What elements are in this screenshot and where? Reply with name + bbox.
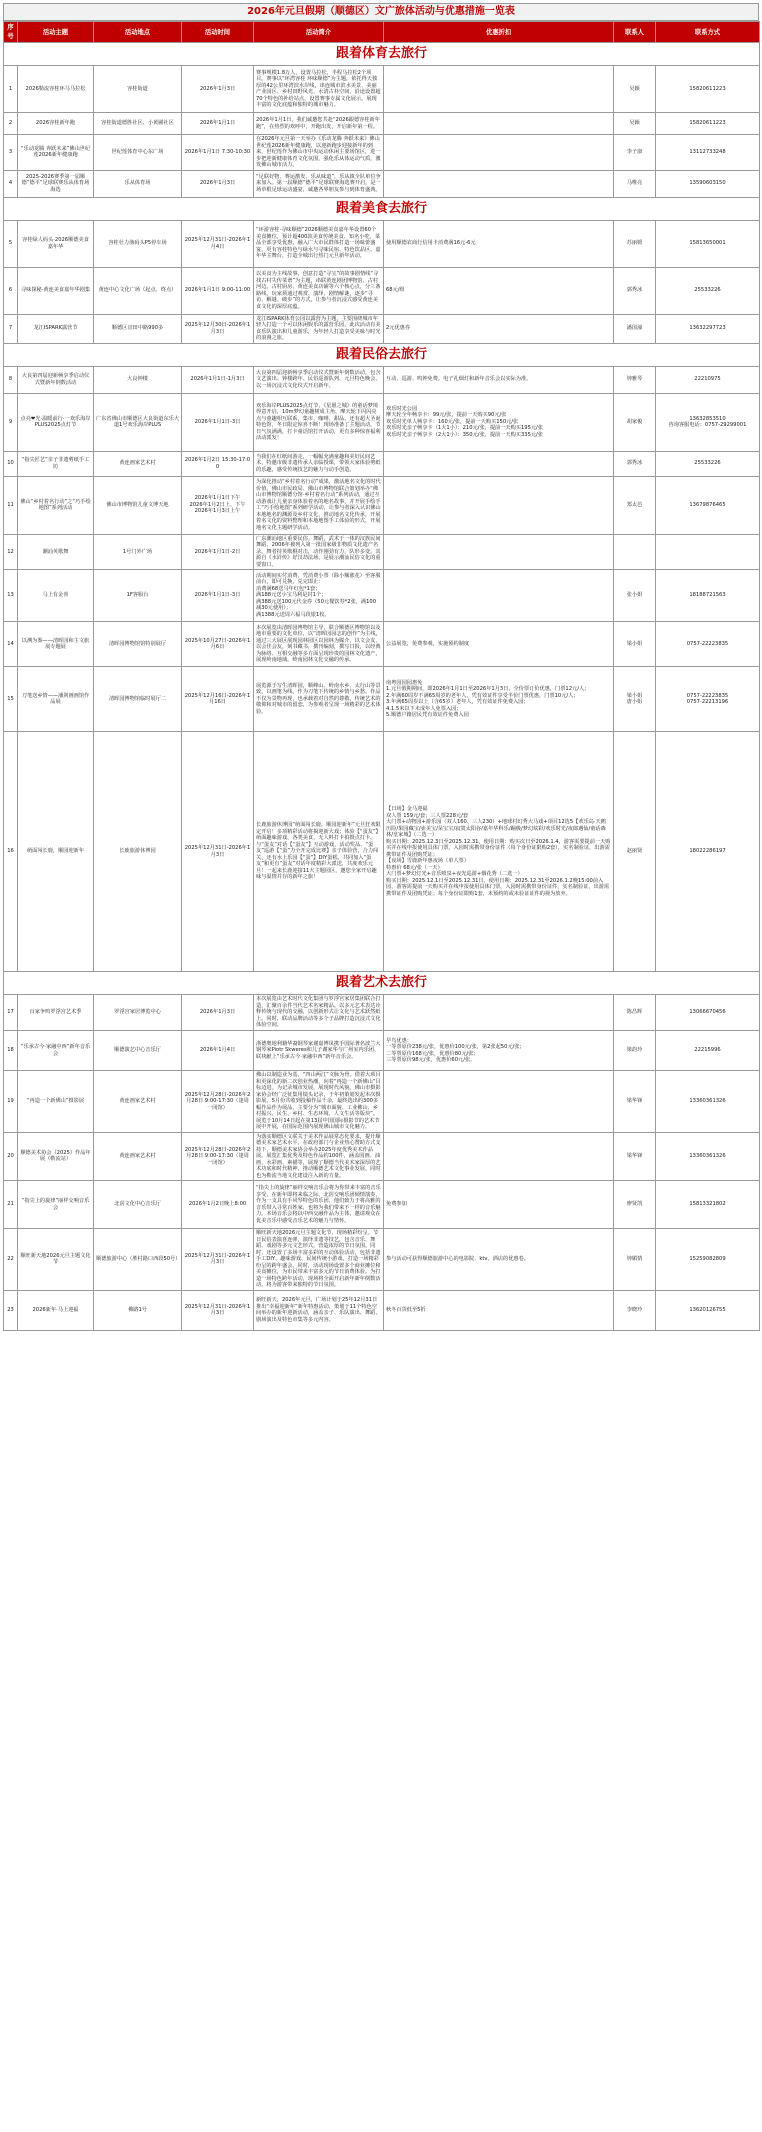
cell-theme: 容桂绿人码头·2026顺德美食嘉年华	[18, 220, 94, 267]
cell-time: 2025年12月28日-2026年2月28日 9:00-17:30（逢周一闭馆）	[182, 1071, 254, 1133]
cell-time: 2026年1月1日	[182, 113, 254, 135]
cell-theme: 马上有金喜	[18, 570, 94, 622]
table-body	[4, 43, 760, 1331]
cell-place: 清晖园博物馆临时展厅二	[94, 667, 182, 732]
section-header-row	[4, 197, 760, 220]
cell-theme: 百家争鸣罗浮宫艺术季	[18, 995, 94, 1031]
cell-contact: 赵丽贤	[614, 732, 656, 972]
table-row	[4, 534, 760, 570]
cell-place: 黄连画家艺术村	[94, 1132, 182, 1181]
header-discount: 优惠折扣	[384, 22, 614, 43]
cell-place: 顺德旅游中心（胜村路口西段50号）	[94, 1229, 182, 1291]
cell-contact: 胡家俊	[614, 393, 656, 451]
cell-discount	[384, 1132, 614, 1181]
cell-phone: 13632297723	[656, 314, 760, 343]
cell-theme: 点亮❤光·温暖前行·一欢乐海岸PLUS2025点灯节	[18, 393, 94, 451]
cell-contact: 陈昌辉	[614, 995, 656, 1031]
cell-phone: 18022286197	[656, 732, 760, 972]
cell-discount: 欢乐时光公园 摩天轮全年畅享卡：99元/张，提前一天购买90元/张 欢乐时光单人畅享卡：160元/张，提前一天购买150元/张 欢乐时光亲子畅享卡（1大1小）：210元/张，提前一天购买195元/张 欢乐时光亲子畅享卡（2大1小）：350元/张，提前一天购买335元/张	[384, 393, 614, 451]
activity-table	[3, 21, 760, 1331]
cell-time: 2026年1月1日 9:00-11:00	[182, 267, 254, 314]
table-row	[4, 1071, 760, 1133]
cell-discount	[384, 476, 614, 534]
table-row	[4, 220, 760, 267]
cell-theme: 佛山“乡村着名行动”之“巧手绘地图”系列活动	[18, 476, 94, 534]
cell-intro: “足联好物、赛运激发、乐从味道”，乐从镇全队单位争来加入。第一届顺德“德平”足球联赛海选赛开启，是一场草根足球运动盛宴，诚邀各界朋友参与到体育盛典。	[254, 170, 384, 197]
cell-no: 15	[4, 667, 18, 732]
cell-place: 1号门外广场	[94, 534, 182, 570]
cell-time: 2026年1月2日晚上8:00	[182, 1181, 254, 1229]
cell-intro: 欢乐海岸PLUS2025点灯节，《星愿之城》的童话梦境得意开启，10m梦幻童趣树成主角，摩天轮下闪闪亮点与童趣相互联系，集市、咖啡、甜品，还有超大圣诞特色馆，冬日限定惊喜不断！现场准备了主题活动，节日气氛满满，打卡童话馆打开活动，更有多种惊喜福利活动派发！	[254, 393, 384, 451]
cell-theme: 顺旺新天地2026元旦主题文化节	[18, 1229, 94, 1291]
table-row	[4, 1290, 760, 1330]
cell-phone: 25533226	[656, 451, 760, 476]
cell-theme: 2025-2026赛季第一届顺德“德平”足球联赛乐从体育场海选	[18, 170, 94, 197]
cell-place: 长鹿旅游休博园	[94, 732, 182, 972]
cell-no: 1	[4, 66, 18, 113]
cell-theme: 以溯为鉴——清晖园和主文旅展专题展	[18, 622, 94, 667]
cell-place: 顺德区宜田中路990多	[94, 314, 182, 343]
cell-intro: 在2026年元旦第一天举办《乐动龙腾 奔跃未来》佛山世纪莲2026新年健康跑，以迎新跑步迎接新年的到来，世纪莲作为佛山市中央运动休闲主要场馆区，进一步把迎新健康体育文化氛围，强化乐从体运动气质，激发佛山城市活力。	[254, 135, 384, 171]
cell-phone: 13360361326	[656, 1071, 760, 1133]
table-row	[4, 267, 760, 314]
cell-intro: 活动期间实付消费，凭消费小票（除小额涨花）至客服前台，即可兑换，兑完即止： 消费满68送马年红包*1套； 满188元送小宝马利是封1个； 满388元送100元代金券（50元餐饮券*2张，满100减30元使用）； 满1388元送周六福马段银1枚。	[254, 570, 384, 622]
cell-contact: 李晓玲	[614, 1290, 656, 1330]
cell-place: 广东省佛山市顺德区大良街道东乐大道1号欢乐海岸PLUS	[94, 393, 182, 451]
cell-theme: 大良第四届迎新畅享季启动仪式暨新年倒数活动	[18, 366, 94, 393]
cell-place: 黄连画家艺术村	[94, 1071, 182, 1133]
cell-time: 2025年12月31日-2026年1月3日	[182, 1229, 254, 1291]
cell-intro: 当我们在红纸间游走，一幅幅充满童趣和美好民间艺术，特邀市级非遗传承人亲临授课，带领大家体验剪纸的乐趣，感受传统技艺的魅力与动手创造。	[254, 451, 384, 476]
cell-no: 18	[4, 1031, 18, 1071]
cell-intro: 展览源于写生清晖园，顺峰山、岭南水乡、太行山等景致，以画笔为线，作为刀笔下传统的乡情与乡愁。作品不仅为景物再现，也承载着对自然的尊敬，传统艺术的敬仰和对城市的留恋，为参观者呈现一场精彩的艺术体验。	[254, 667, 384, 732]
cell-no: 14	[4, 622, 18, 667]
cell-discount: 秋冬百货低至5折	[384, 1290, 614, 1330]
table-row	[4, 1181, 760, 1229]
cell-intro: 广东潮汕地区重要民俗。舞蹈，武术于一体的汉族民间舞蹈，2006年被列入第一批国家级非物质文化遗产名录。舞者持英歌棍对击，动作刚劲有力，队形多变。其源自《水浒传》好汉劫法场，是展示潮汕民俗文化的重要窗口。	[254, 534, 384, 570]
cell-no: 8	[4, 366, 18, 393]
cell-time: 2025年12月31日-2026年1月4日	[182, 220, 254, 267]
cell-place: 容桂壮力渔码头P5停车场	[94, 220, 182, 267]
cell-time: 2026年1月3日	[182, 995, 254, 1031]
cell-place: 佛山市博物馆儿童文博天地	[94, 476, 182, 534]
header-place: 活动地点	[94, 22, 182, 43]
cell-discount	[384, 570, 614, 622]
header-no: 序号	[4, 22, 18, 43]
cell-no: 23	[4, 1290, 18, 1330]
section-title: 跟着美食去旅行	[4, 197, 760, 220]
table-row	[4, 1031, 760, 1071]
cell-time: 2025年12月28日-2026年2月28日 9:00-17:30（逢周一闭馆）	[182, 1132, 254, 1181]
cell-contact: 梁华锋	[614, 1132, 656, 1181]
cell-time: 2026年1月3日	[182, 66, 254, 113]
header-phone: 联系方式	[656, 22, 760, 43]
cell-phone: 13632853510 咨询客服电话：0757-29299001	[656, 393, 760, 451]
section-header-row	[4, 972, 760, 995]
cell-contact: 张小姐	[614, 570, 656, 622]
cell-contact: 马唯亮	[614, 170, 656, 197]
cell-theme: “指尖匠艺”亲子非遗剪纸手工坊	[18, 451, 94, 476]
cell-no: 5	[4, 220, 18, 267]
cell-no: 16	[4, 732, 18, 972]
cell-no: 9	[4, 393, 18, 451]
cell-discount	[384, 534, 614, 570]
cell-no: 22	[4, 1229, 18, 1291]
cell-contact: 苏丽媛	[614, 220, 656, 267]
table-row	[4, 1229, 760, 1291]
cell-discount: 早鸟优惠： 一等票原价238元/张，优惠价100元/张，第2张起50元/张； 二等票原价168元/张，优惠价80元/张； 三等票原价98元/张，优惠价60元/张。	[384, 1031, 614, 1071]
table-row	[4, 314, 760, 343]
cell-theme: “再造一个新佛山”摄影展	[18, 1071, 94, 1133]
cell-no: 3	[4, 135, 18, 171]
cell-theme: “乐动龙腾 奔跃未来”佛山世纪莲2026新年健康跑	[18, 135, 94, 171]
cell-contact: 郑太邑	[614, 476, 656, 534]
cell-no: 12	[4, 534, 18, 570]
cell-phone: 13112733248	[656, 135, 760, 171]
section-header-row	[4, 343, 760, 366]
cell-no: 17	[4, 995, 18, 1031]
cell-phone: 18188721563	[656, 570, 760, 622]
table-row	[4, 667, 760, 732]
cell-place: 乐从体育场	[94, 170, 182, 197]
cell-place: 顺德演艺中心音乐厅	[94, 1031, 182, 1071]
cell-intro: 赛事规模1.8万人，设置马拉松、半程马拉松2个项目。赛事以“环湾容桂 环味顺德”为主题，依托得天独厚的42公里环湾滨水岸线，串连城市滨水美景、美丽产业园区、乡村田野风光、水清古朴空间，沿途设置超70个特色的补给站点，设置赛事专属文化展示，展现丰富的文化底蕴和独特的城市魅力。	[254, 66, 384, 113]
cell-time: 2025年12月31日-2026年1月3日	[182, 732, 254, 972]
cell-theme: 龙江ISPARK露营节	[18, 314, 94, 343]
cell-no: 6	[4, 267, 18, 314]
cell-intro: 为深化推动“乡村着名行动”成果，激活地名文化的时代价值，佛山市民政局、佛山市博物馆联合策划举办“佛山市博物馆顺德分馆·乡村着名行动”系列活动，通过互动游戏让儿童亲身体验着名的地名故事，并开展手绘手工“巧手绘地图”系列研学活动，让参与者深入认识佛山本地地名的渊源及乡村文化，推动地名文化传承，开展着名文化的资料整理和本地地图手工体验的形式，开展地名文化主题研学活动。	[254, 476, 384, 534]
cell-time: 2026年1月1日-2日	[182, 534, 254, 570]
cell-place: 黄连画家艺术村	[94, 451, 182, 476]
header-intro: 活动简介	[254, 22, 384, 43]
cell-no: 13	[4, 570, 18, 622]
cell-time: 2026年1月1日下午 2026年1月2日上、下午 2026年1月3日上午	[182, 476, 254, 534]
cell-contact: 潘国濠	[614, 314, 656, 343]
cell-phone	[656, 534, 760, 570]
cell-contact: 钟媚情	[614, 1229, 656, 1291]
cell-phone: 13590603150	[656, 170, 760, 197]
table-row	[4, 570, 760, 622]
cell-intro: 为落实顺德区文联关于美术作品展常态化要求，提升顺德美术家艺术水平，在政府部门与企业热心赞助方式支持下，顺德美术家协会举办2025年度优秀美术作品展。展览汇集优秀及特色作品约100件，涵盖国画、油画、水彩画、素描等，展现了顺德当代美术家深厚的艺术功底和时代精神，推动顺德艺术文化事业发展。同时也为勒流当地文化建设注入新的力量。	[254, 1132, 384, 1181]
cell-discount: 互动、巡游、鸣钟免费。电子礼烟灯和新年音乐会以实际为准。	[384, 366, 614, 393]
cell-intro: 浙德奥地利籍华裔钢琴家谢嘉博凤携手国际著名波兰大钢琴家Piotr Skweres和儿子谢家华与广州室内乐团，联袂献上“乐承古今·家融中西”新年音乐会。	[254, 1031, 384, 1071]
cell-time: 2026年1月2日 15:30-17:00	[182, 451, 254, 476]
cell-intro: 大良第四届迎新畅享季启动仪式暨新年倒数活动，包含文艺演出、钟楼跨年、民俗巡游队列、元旦特色晚会、以一场沉浸式文化仪式开启新年。	[254, 366, 384, 393]
cell-contact: 郭秀冰	[614, 451, 656, 476]
table-row	[4, 622, 760, 667]
table-row	[4, 366, 760, 393]
cell-discount	[384, 170, 614, 197]
cell-contact: 廖贤凯	[614, 1181, 656, 1229]
cell-no: 7	[4, 314, 18, 343]
table-row	[4, 451, 760, 476]
cell-place: 容桂街道	[94, 66, 182, 113]
cell-place: 罗浮宫家居博览中心	[94, 995, 182, 1031]
cell-no: 10	[4, 451, 18, 476]
cell-intro: 本次展览由艺术时代文化集团与罗浮宫家居集团联合打造，汇聚百余件当代艺术名家精品。以多元艺术表达诠释传统与现代的交融，以创新形式让文化与艺术跃然纸上。同时，联动品牌活动等多个子品牌打造沉浸式文化体验空间。	[254, 995, 384, 1031]
cell-discount	[384, 66, 614, 113]
cell-intro: 佛山以制造业为基，“四山两江”文脉为骨。借着大项目和更深化的新二次创业热潮，向着“再造一个新佛山”目标迈进。为记录城市发展，展现时代风貌，佛山市摄影家协会经广泛征集用镜头记录，于年初策划发起本次摄影展，5月份共收到投稿作品千余，最终选出约300多幅作品作为展品，主要分为“城市面貌、工业佛山、乡村振兴、民生、乡村、生态环境、人文生活等版块”。展览于10月14日起在第13届中国国际摄影节的艺术节展中开展，在国际范围内展现佛山城市文化魅力。	[254, 1071, 384, 1133]
cell-phone: 25533226	[656, 267, 760, 314]
cell-time: 2026年1月3日	[182, 170, 254, 197]
cell-intro: 龙江ISPARK体育公园以露营为主题，主要围绕城市年轻人打造一个可以休闲娱乐的露营乐园，此次活动有美食乐队演出和儿童游乐，为年轻人打造享受美味与时光的浪漫之旅。	[254, 314, 384, 343]
cell-discount	[384, 451, 614, 476]
cell-theme: 顺德美术协会（2025）作品年展（勒流站）	[18, 1132, 94, 1181]
cell-discount: 参与活动可获得顺德旅游中心的电影院、ktv、酒店的优惠卷。	[384, 1229, 614, 1291]
cell-discount	[384, 113, 614, 135]
cell-theme: 萌面闯长鹿，顺园迎新年	[18, 732, 94, 972]
section-title: 跟着艺术去旅行	[4, 972, 760, 995]
cell-contact: 梁小姐 唐小姐	[614, 667, 656, 732]
cell-no: 20	[4, 1132, 18, 1181]
cell-phone: 13620126755	[656, 1290, 760, 1330]
cell-contact: 梁华锋	[614, 1071, 656, 1133]
section-title: 跟着民俗去旅行	[4, 343, 760, 366]
cell-contact: 李子康	[614, 135, 656, 171]
cell-phone: 15813321802	[656, 1181, 760, 1229]
cell-time: 2025年12月16日-2026年1月16日	[182, 667, 254, 732]
table-header-row	[4, 22, 760, 43]
cell-time: 2025年10月27日-2026年1月6日	[182, 622, 254, 667]
table-row	[4, 393, 760, 451]
cell-intro: 2026年1月1日，我们诚邀您共赴“2026跟德容桂新年跑”，在热烈的欢呼中，开跑出发，开启新年第一程。	[254, 113, 384, 135]
cell-phone: 0757-22223835	[656, 622, 760, 667]
cell-discount	[384, 1071, 614, 1133]
table-row	[4, 995, 760, 1031]
cell-place: 世纪莲体育中心东广场	[94, 135, 182, 171]
cell-place: 清晖园博物馆馆特别展厅	[94, 622, 182, 667]
header-contact: 联系人	[614, 22, 656, 43]
cell-no: 21	[4, 1181, 18, 1229]
cell-theme: 2026勒流容桂环马马拉松	[18, 66, 94, 113]
cell-place: 1F客服台	[94, 570, 182, 622]
page-title: 2026年元旦假期（顺德区）文广旅体活动与优惠措施一览表	[3, 3, 759, 21]
cell-phone: 13066670456	[656, 995, 760, 1031]
cell-no: 11	[4, 476, 18, 534]
cell-discount: 2元优惠券	[384, 314, 614, 343]
cell-phone: 0757-22223835 0757-22213196	[656, 667, 760, 732]
page	[3, 3, 759, 1331]
cell-discount: 【日场】金马迎福 双人票 159元/套；三人票228元/套 大门票+动物园+游乐园（双人160、三人230）+地球村幻秀大马戏+项目12选5【欢乐岛·天鹅历险/果园藏宝/壶美宝/呆宝宝/寂寞太阳谷/嘉年华科乐/蹦极/梦幻炫彩/欢乐时光/夜郎遇仙/童话森林/皇家城】（二选一） 购买日期：2025.12.3日至2025.12.31，使用日期：购买次日至2026.1.4，游客需要提前一天购买并在线申报使用具体门票，入园时需携带身份证件（每个身份证限购2套），实名制验证，出游需携带证件及团购凭证； 【夜场】雪鹿新年惠夜场（单人票） 特惠价 68元/张（一天） 大门票+梦幻灯光+音乐喷泉+夜光巡游+烟花秀（二选一） 购买日期：2025.12.1日至2025.12.31日，使用日期：2025.12.31至2026.1.2晚15:00前入园，游客需提前一天购买并在线申报使用具体门票，入园时需携带身份证件，实名制验证，出游需携带证件及团购凭证；每个身份证限购1套，未预约的或未验证证件的视为放弃。	[384, 732, 614, 972]
header-time: 活动时间	[182, 22, 254, 43]
cell-discount: 公益展览，免费参观，实施预约制度	[384, 622, 614, 667]
cell-phone: 15259082809	[656, 1229, 760, 1291]
cell-place: 容桂街道德胜社区、小黄圃社区	[94, 113, 182, 135]
cell-contact: 吴颖	[614, 66, 656, 113]
cell-theme: “指尖上的旋律”丽样交响音乐会	[18, 1181, 94, 1229]
cell-intro: “环游容桂·寻味顺德”2026顺德美食嘉年华设置60个美食摊位，预计超400款美食传统美食、知名小吃，菜品全部享受优惠，融入广大市民群体打造一场味蕾盛宴。更有容桂特色与绿水与寻味民宿、特色饮品区、嘉年华主舞台，打造全城出行热门元旦新年活动。	[254, 220, 384, 267]
cell-intro: 本次展览由清晖园博物馆主导，联合顺德区博物馆以及地市重要的文化单位，以“清晖园园志的创作”为主线，通过三大展区展现园林园区以园林为媒介，以文会友，以会佳会友，刻书藏书，撰刊编刻，撰写日报，以经典为脉络、互相交融等多方面呈现珍贵的园林文化遗产，展现岭南地域，岭南园林文化交融的传承。	[254, 622, 384, 667]
cell-time: 2026年1月1日-1月3日	[182, 366, 254, 393]
cell-phone: 15813650001	[656, 220, 760, 267]
cell-no: 4	[4, 170, 18, 197]
table-row	[4, 170, 760, 197]
cell-time: 2026年1月1日-3日	[182, 570, 254, 622]
cell-discount	[384, 995, 614, 1031]
section-header-row	[4, 43, 760, 66]
cell-place: 佛路1号	[94, 1290, 182, 1330]
cell-intro: 新旺新天，2026年元旦，广场计划于25年12月31日推出“幸福迎新年”新年特惠活动，策划于11个特色空间举办的新年迎新活动，涵盖亲子、乐队演出、舞蹈、剧场演出及特色市集等多元内容。	[254, 1290, 384, 1330]
cell-time: 2026年1月4日	[182, 1031, 254, 1071]
cell-place: 北滘文化中心音乐厅	[94, 1181, 182, 1229]
cell-no: 19	[4, 1071, 18, 1133]
table-row	[4, 476, 760, 534]
cell-theme: “乐承古今·家融中西”新年音乐会	[18, 1031, 94, 1071]
cell-phone: 22210975	[656, 366, 760, 393]
cell-contact	[614, 534, 656, 570]
cell-no: 2	[4, 113, 18, 135]
cell-discount: 南粤园园园惠免 1.元旦假期期间，即2026年1月1日至2026年1月3日，全价票订价优惠，门票12元/人； 2.年满60周岁不满65周岁的老年人，凭有效证件享受半价门票优惠，门票10元/人； 3.年满65周岁以上（含65岁）老年人，凭有效证件免费入园； 4.1.5米以下未成年人免票入园； 5.顺德户籍居民凭有效证件免费入园	[384, 667, 614, 732]
cell-place: 大良钟楼	[94, 366, 182, 393]
table-row	[4, 732, 760, 972]
cell-time: 2025年12月31日-2026年1月3日	[182, 1290, 254, 1330]
cell-time: 2025年12月30日-2026年1月3日	[182, 314, 254, 343]
cell-phone: 22215996	[656, 1031, 760, 1071]
table-row	[4, 1132, 760, 1181]
cell-place: 黄连中心文化广场（起点、终点）	[94, 267, 182, 314]
cell-intro: 长鹿旅游休博园“萌面闯长鹿，顺园迎新年”元旦狂欢限定开启！多项精彩活动将揭迎新大戏；体验【“蛋友”】萌面趣味游戏，各类美食，无人料打卡拍摄点打卡，与“蛋友”对话【“蛋友”】互动游戏，活动奖品、“蛋友”巡游【“蛋”力全开完成比赛】亲子体验营，合力闯关，还有水上乐园【“蛋”】DIY蛋糕，共同加入“蛋友”和更有“蛋友”对话年度精彩大派送，共度欢乐元旦！一起来长鹿迎接11大主题园区，邀您全家开启趣味与温情并存的新年之旅！	[254, 732, 384, 972]
table-row	[4, 66, 760, 113]
cell-theme: 寻味探秘·黄连美食嘉年华剧集	[18, 267, 94, 314]
cell-time: 2026年1月1日-3日	[182, 393, 254, 451]
cell-contact: 郭秀冰	[614, 267, 656, 314]
cell-phone: 15820611223	[656, 113, 760, 135]
cell-discount	[384, 135, 614, 171]
cell-intro: 以美食为主线故事，创意打造“寻宝”的故事剧情线“寻找古村失传菜谱”为主题，串联黄连剧团博物馆、古村河边、古村厨房、黄连美食店铺等六个核心点，分三条路线，玩家须通过观赏、演绎、剧情解谜，逐步“寻访、解谜、破步”的方式，让参与者沉浸式感受黄连美食文化的深厚底蕴。	[254, 267, 384, 314]
section-title: 跟着体育去旅行	[4, 43, 760, 66]
header-theme: 活动主题	[18, 22, 94, 43]
cell-intro: 顺旺新天地2026元旦主题文化节，现场精彩纷呈。节日民俗表演喜连弹，演绎非遗等技艺，包含音乐、舞蹈、戏剧等多元文艺形式，营造浓厚的节日氛围。同时，还设置了多场丰富多彩的互动体验活动，包括非遗手工DIY、趣味游戏、民间传统小游戏，打造一场精彩纷呈的跨年盛会。同时，活动现场设置多个商业摊位和美食摊位，为市民带来丰富多元的节日消费体验。为打造一场特色跨年活动，现场将全面开启新年新年倒数活动，将为游客带来独特的节日氛围。	[254, 1229, 384, 1291]
cell-theme: 2026容桂新年跑	[18, 113, 94, 135]
cell-discount: 68元/组	[384, 267, 614, 314]
cell-phone: 15820611223	[656, 66, 760, 113]
cell-time: 2026年1月1日 7:30-10:30	[182, 135, 254, 171]
cell-intro: “指尖上的旋律”丽样交响音乐会将为你带来丰富的音乐享受，在新年即将来临之际，北滘交响乐团倾情演奏，作为一支具有手风琴特色的乐团，他们致力于将高雅的音乐带入寻常百姓家，也将为我们带来不一样的音乐魅力。本场音乐会将以中西交融作品为主体，邀请观众在优美音乐中感受音乐艺术的魅力与情怀。	[254, 1181, 384, 1229]
cell-contact: 钟雅琴	[614, 366, 656, 393]
cell-discount: 使用顺德农商行信用卡消费满16元-6元	[384, 220, 614, 267]
cell-theme: 潮汕英歌舞	[18, 534, 94, 570]
cell-discount: 免费参加	[384, 1181, 614, 1229]
cell-theme: 刀笔送乡情——潘剑画画馆作品展	[18, 667, 94, 732]
cell-contact: 梁韵玲	[614, 1031, 656, 1071]
cell-contact: 梁小姐	[614, 622, 656, 667]
cell-theme: 2026新年·马上迎福	[18, 1290, 94, 1330]
cell-phone: 13679876465	[656, 476, 760, 534]
table-row	[4, 135, 760, 171]
cell-phone: 13360361326	[656, 1132, 760, 1181]
table-row	[4, 113, 760, 135]
cell-contact: 吴颖	[614, 113, 656, 135]
